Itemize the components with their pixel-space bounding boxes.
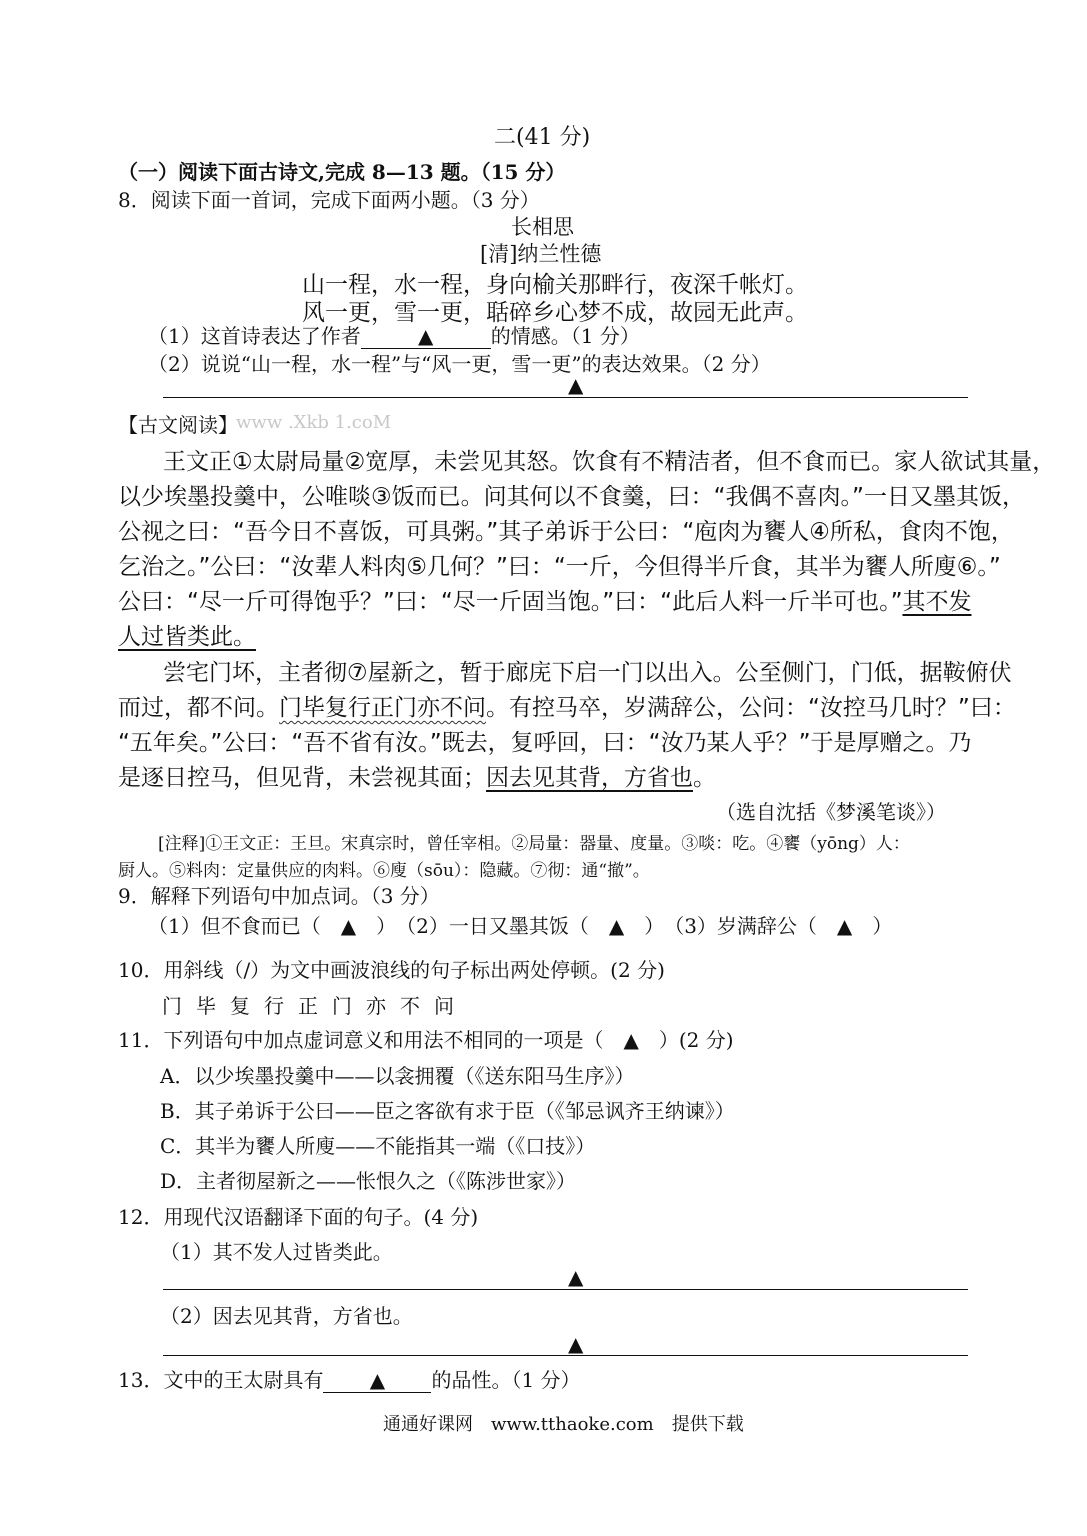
poem-line-1: 山一程，水一程，身向榆关那畔行，夜深千帐灯。 bbox=[302, 272, 808, 298]
q13-post: 的品性。（1 分） bbox=[431, 1368, 581, 1392]
section-title: 二(41 分) bbox=[494, 125, 591, 150]
passage-source: （选自沈括《梦溪笔谈》） bbox=[716, 800, 946, 824]
answer-line[interactable] bbox=[163, 1355, 968, 1356]
q9-prompt: 9．解释下列语句中加点词。（3 分） bbox=[118, 884, 440, 908]
q13-pre: 13．文中的王太尉具有 bbox=[118, 1368, 324, 1392]
answer-mark: ▲ bbox=[369, 1368, 386, 1392]
q10-prompt: 10．用斜线（/）为文中画波浪线的句子标出两处停顿。(2 分) bbox=[118, 958, 665, 982]
passage-text: 。有控马卒，岁满辞公，公问：“汝控马几时？”曰： bbox=[486, 695, 1016, 721]
passage-text: 是逐日控马，但见背，未尝视其面； bbox=[118, 765, 486, 791]
passage-text: 公曰：“尽一斤可得饱乎？”曰：“尽一斤固当饱。”曰：“此后人料一斤半可也。” bbox=[118, 589, 903, 615]
q11-option-b[interactable]: B．其子弟诉于公曰——臣之客欲有求于臣（《邹忌讽齐王纳谏》） bbox=[160, 1099, 735, 1123]
answer-line[interactable] bbox=[163, 397, 968, 398]
q12-sub1: （1）其不发人过皆类此。 bbox=[160, 1240, 393, 1264]
q11-option-a[interactable]: A．以少埃墨投羹中——以衾拥覆（《送东阳马生序》） bbox=[160, 1064, 635, 1088]
poem-line-2: 风一更，雪一更，聒碎乡心梦不成，故园无此声。 bbox=[302, 300, 808, 326]
classical-label: 【古文阅读】 bbox=[118, 413, 238, 437]
passage-p1-line-5 bbox=[118, 583, 972, 616]
q13 bbox=[118, 1364, 581, 1393]
answer-mark: ▲ bbox=[418, 324, 434, 348]
passage-p2-line-1: 尝宅门坏，主者彻⑦屋新之，暂于廊庑下启一门以出入。公至侧门，门低，据鞍俯伏 bbox=[163, 660, 1012, 686]
q8-prompt: 8．阅读下面一首词，完成下面两小题。（3 分） bbox=[118, 188, 540, 212]
q11-option-c[interactable]: C．其半为饔人所廋——不能指其一端（《口技》） bbox=[160, 1134, 596, 1158]
q8-sub1-blank[interactable] bbox=[361, 324, 491, 349]
passage-p1-line-4: 乞治之。”公曰：“汝辈人料肉⑤几何？”曰：“一斤，今但得半斤食，其半为饔人所廋⑥。” bbox=[118, 554, 1001, 580]
part1-header: （一）阅读下面古诗文,完成 8—13 题。（15 分） bbox=[118, 160, 566, 184]
q8-sub2: （2）说说“山一程，水一程”与“风一更，雪一更”的表达效果。（2 分） bbox=[148, 352, 771, 376]
notes-line-1: [注释]①王文正：王旦。宋真宗时，曾任宰相。②局量：器量、度量。③啖：吃。④饔（yōng）人： bbox=[158, 834, 910, 854]
underlined-sentence: 其不发 bbox=[902, 589, 972, 615]
q11-option-d[interactable]: D．主者彻屋新之——怅恨久之（《陈涉世家》） bbox=[160, 1169, 577, 1193]
q10-sentence[interactable]: 门毕复行正门亦不问 bbox=[162, 994, 468, 1018]
answer-mark: ▲ bbox=[568, 1332, 584, 1356]
footer: 通通好课网 www.tthaoke.com 提供下载 bbox=[383, 1414, 744, 1435]
underlined-sentence: 因去见其背，方省也 bbox=[486, 765, 693, 791]
poem-author: [清]纳兰性德 bbox=[480, 242, 602, 266]
passage-p2-line-3: “五年矣。”公曰：“吾不省有汝。”既去，复呼回，曰：“汝乃某人乎？”于是厚赠之。乃 bbox=[118, 730, 972, 756]
passage-text: 。 bbox=[693, 765, 716, 791]
passage-p1-line-3: 公视之曰：“吾今日不喜饭，可具粥。”其子弟诉于公曰：“庖肉为饔人④所私，食肉不饱， bbox=[118, 519, 1014, 545]
q12-sub2: （2）因去见其背，方省也。 bbox=[160, 1304, 413, 1328]
poem-title: 长相思 bbox=[511, 215, 574, 239]
q8-sub1 bbox=[148, 320, 640, 349]
passage-p1-line-6: 人过皆类此。 bbox=[118, 624, 256, 650]
q13-blank[interactable] bbox=[323, 1368, 431, 1393]
watermark: www .Xkb 1.coM bbox=[236, 412, 392, 433]
answer-line[interactable] bbox=[163, 1289, 968, 1290]
notes-line-2: 厨人。⑤料肉：定量供应的肉料。⑥廋（sōu）：隐藏。⑦彻：通“撤”。 bbox=[118, 861, 650, 881]
passage-p2-line-2 bbox=[118, 689, 1016, 722]
q8-sub1-pre: （1）这首诗表达了作者 bbox=[148, 324, 361, 348]
wavy-sentence: 门毕复行正门亦不问 bbox=[279, 695, 486, 721]
passage-p2-line-4 bbox=[118, 759, 716, 792]
passage-p1-line-2: 以少埃墨投羹中，公唯啖③饭而已。问其何以不食羹，曰：“我偶不喜肉。”一日又墨其饭， bbox=[118, 484, 1025, 510]
q11-prompt: 11．下列语句中加点虚词意义和用法不相同的一项是（ ▲ ）(2 分) bbox=[118, 1028, 734, 1052]
q8-sub1-post: 的情感。（1 分） bbox=[490, 324, 640, 348]
passage-p1-line-1: 王文正①太尉局量②宽厚，未尝见其怒。饮食有不精洁者，但不食而已。家人欲试其量， bbox=[163, 449, 1056, 475]
q12-prompt: 12．用现代汉语翻译下面的句子。(4 分) bbox=[118, 1205, 479, 1229]
q9-items[interactable]: （1）但不食而已（ ▲ ） （2）一日又墨其饭（ ▲ ） （3）岁满辞公（ ▲ ） bbox=[148, 914, 893, 938]
answer-mark: ▲ bbox=[568, 373, 584, 397]
answer-mark: ▲ bbox=[568, 1265, 584, 1289]
passage-text: 而过，都不问。 bbox=[118, 695, 279, 721]
